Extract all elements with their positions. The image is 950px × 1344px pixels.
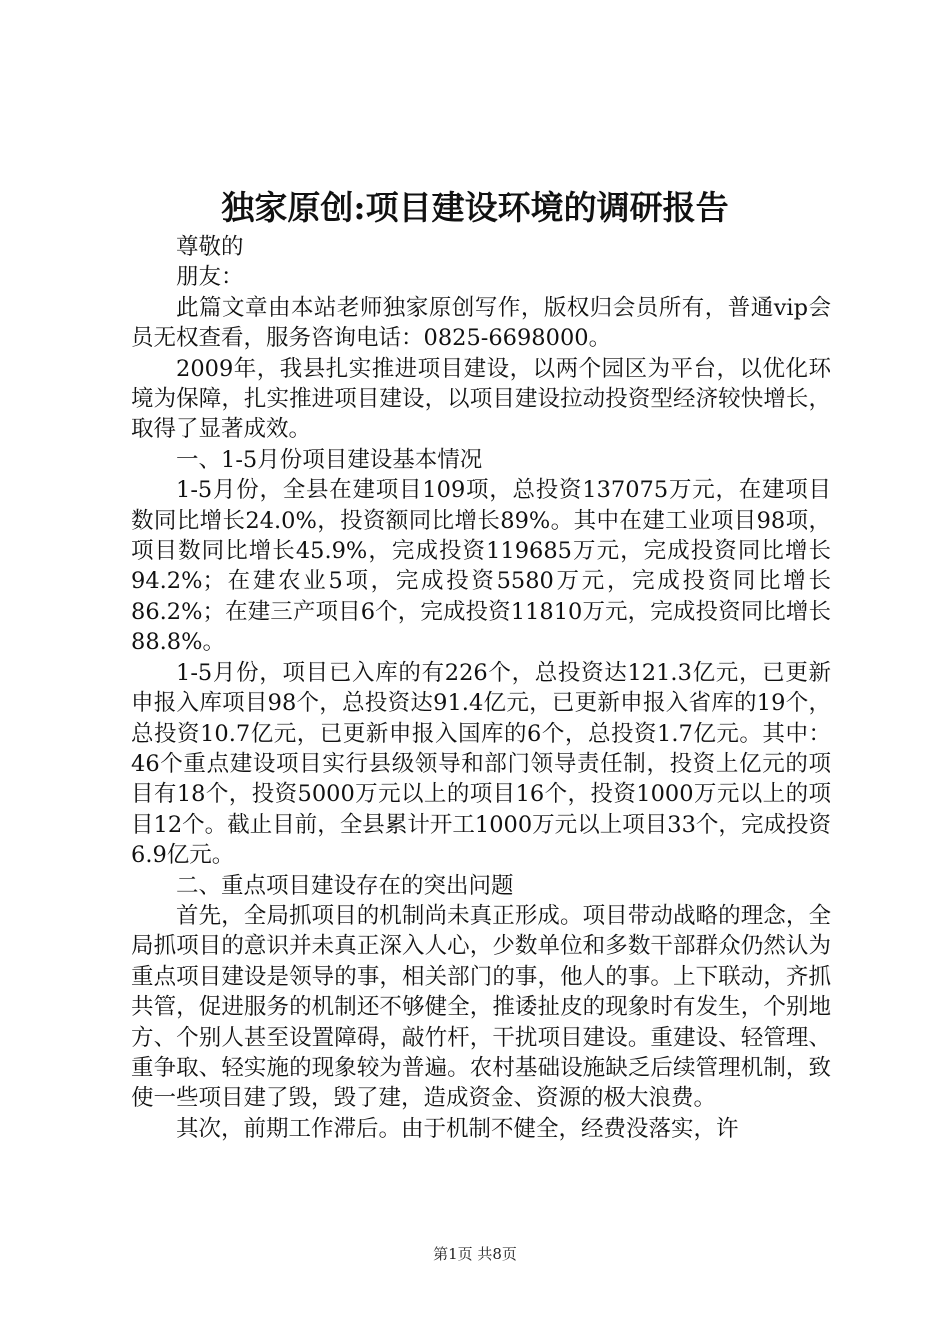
page-title: 独家原创:项目建设环境的调研报告 (221, 188, 729, 227)
body-paragraph: 其次，前期工作滞后。由于机制不健全，经费没落实，许 (176, 1115, 739, 1142)
page-footer: 第1页 共8页 (433, 1245, 517, 1263)
body-paragraph: 1-5月份，项目已入库的有226个，总投资达121.3亿元，已更新申报入库项目98个，总投资达91.4亿元，已更新申报入省库的19个，总投资10.7亿元，已更新申报入国库的6个，总投资1.7亿元。其中：46个重点建设项目实行县级领导和部门领导责任制，投资上亿元的项目有18个，投资5000万元以上的项目16个，投资1000万元以上的项目12个。截止目前，全县累计开工1000万元以上项目33个，完成投资6.9亿元。 (131, 659, 831, 869)
salutation-line-1: 尊敬的 (176, 234, 244, 260)
section-heading-2: 二、重点项目建设存在的突出问题 (176, 872, 514, 899)
intro-paragraph: 2009年，我县扎实推进项目建设，以两个园区为平台，以优化环境为保障，扎实推进项目建设，以项目建设拉动投资型经济较快增长，取得了显著成效。 (131, 355, 831, 443)
body-paragraph: 首先，全局抓项目的机制尚未真正形成。项目带动战略的理念，全局抓项目的意识并未真正深入人心，少数单位和多数干部群众仍然认为重点项目建设是领导的事，相关部门的事，他人的事。上下联动，齐抓共管，促进服务的机制还不够健全，推诿扯皮的现象时有发生，个别地方、个别人甚至设置障碍，敲竹杆，干扰项目建设。重建设、轻管理、重争取、轻实施的现象较为普遍。农村基础设施缺乏后续管理机制，致使一些项目建了毁，毁了建，造成资金、资源的极大浪费。 (131, 902, 831, 1112)
body-paragraph: 1-5月份，全县在建项目109项，总投资137075万元，在建项目数同比增长24.0%，投资额同比增长89%。其中在建工业项目98项，项目数同比增长45.9%，完成投资119685万元，完成投资同比增长94.2%；在建农业5项，完成投资5580万元，完成投资同比增长86.2%；在建三产项目6个，完成投资11810万元，完成投资同比增长88.8%。 (131, 477, 831, 656)
section-heading-1: 一、1-5月份项目建设基本情况 (176, 446, 483, 473)
document-body (131, 232, 831, 1144)
salutation-line-2: 朋友： (176, 264, 244, 291)
copyright-notice: 此篇文章由本站老师独家原创写作，版权归会员所有，普通vip会员无权查看，服务咨询电话：0825-6698000。 (131, 294, 831, 352)
